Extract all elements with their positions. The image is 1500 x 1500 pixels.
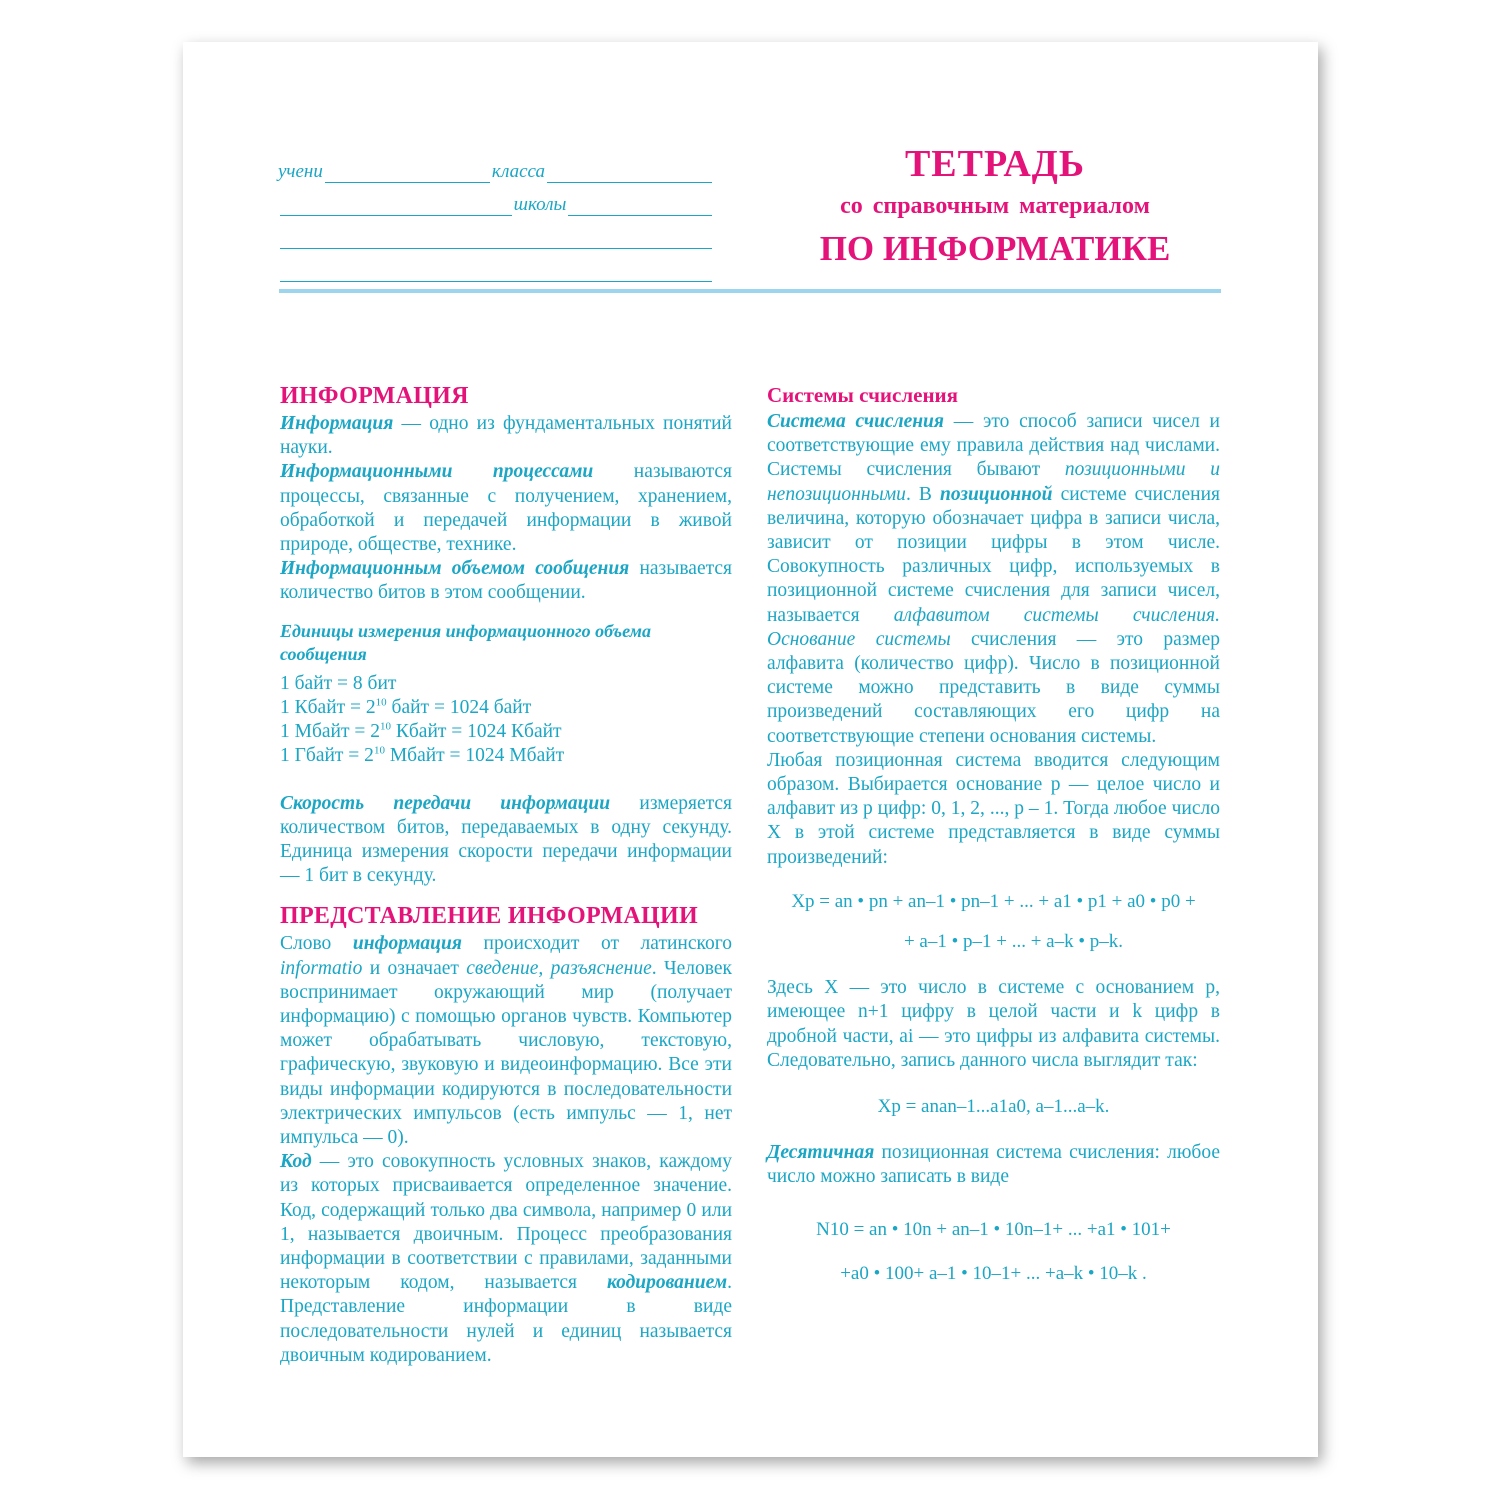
information-heading: ИНФОРМАЦИЯ	[280, 383, 469, 409]
text: — это совокупность условных знаков, каждому из которых присваивается определенное значение. Код, содержащий только два символа, например 0 или 1, называется двоичным. Процесс преобразования информации в соответствии с правилами, заданными некоторым кодом, называется	[280, 1151, 732, 1294]
class-line[interactable]	[547, 162, 712, 183]
code-paragraph	[280, 1150, 732, 1368]
text: позиционная система счисления: любое число можно записать в виде	[767, 1142, 1220, 1188]
info-paragraph-1	[280, 412, 732, 460]
unit-exponent: 10	[375, 696, 387, 709]
unit-row	[280, 744, 732, 768]
italic-text: позиционными и непозиционными	[767, 459, 1220, 505]
text: счисления — это размер алфавита (количество цифр). Число в позиционной системе можно представить в виде суммы произведений составляющих его цифр на соответствующие степени основания системы.	[767, 628, 1220, 747]
header-divider	[279, 289, 1221, 293]
text: . В	[905, 483, 941, 505]
unit-text: Мбайт = 1024 Мбайт	[384, 744, 565, 766]
systems-paragraph-3: Здесь X — это число в системе с основанием p, имеющее n+1 цифру в целой части и k цифр в дробной части, ai — это цифры из алфавита системы. Следовательно, запись данного числа выглядит так:	[767, 977, 1220, 1071]
student-label: учени	[278, 161, 323, 182]
unit-exponent: 10	[373, 744, 385, 757]
term: Десятичная	[767, 1142, 875, 1164]
formula-3-line-2: +a0 • 100+ a–1 • 10–1+ ... +a–k • 10–k .	[840, 1262, 1147, 1284]
term: информация	[352, 933, 462, 955]
left-column	[280, 380, 732, 1368]
term: кодированием	[606, 1272, 728, 1294]
term: Скорость передачи информации	[280, 792, 611, 814]
term: Код	[280, 1151, 312, 1173]
italic-text: алфавитом системы счисления. Основание системы	[767, 604, 1220, 650]
form-row-2	[278, 183, 714, 216]
name-line-4[interactable]	[280, 261, 712, 282]
formula-1-line-2: + a–1 • p–1 + ... + a–k • p–k.	[903, 931, 1124, 953]
unit-exponent: 10	[380, 720, 391, 733]
class-label: класса	[491, 161, 546, 182]
page-subtitle: со справочным материалом	[840, 193, 1150, 219]
unit-text: 1 Гбайт = 2	[280, 744, 374, 766]
term: Информационными процессами	[280, 461, 594, 483]
term: Информационным объемом сообщения	[280, 558, 630, 580]
unit-row	[280, 720, 732, 744]
name-line-3[interactable]	[280, 228, 712, 249]
text: . Представление информации в виде последовательности нулей и единиц называется двоичным кодированием.	[280, 1272, 732, 1366]
student-name-line[interactable]	[325, 162, 490, 183]
text: происходит от латинского	[461, 933, 732, 955]
text: — одно из фундаментальных понятий науки.	[280, 413, 732, 459]
school-prefix-line[interactable]	[280, 195, 512, 216]
numeral-systems-heading: Системы счисления	[767, 383, 958, 407]
unit-row	[280, 696, 732, 720]
latin-word: informatio	[280, 957, 363, 979]
formula-3-line-1: N10 = an • 10n + an–1 • 10n–1+ ... +a1 • 101+	[816, 1218, 1171, 1240]
speed-paragraph	[280, 792, 732, 889]
title-block	[760, 142, 1230, 272]
school-label: школы	[513, 194, 567, 215]
info-paragraph-3	[280, 557, 732, 605]
representation-heading: ПРЕДСТАВЛЕНИЕ ИНФОРМАЦИИ	[280, 903, 698, 930]
units-heading: Единицы измерения информационного объема сообщения	[280, 620, 651, 664]
text: называются процессы, связанные с получением, хранением, обработкой и передачей информации в живой природе, обществе, технике.	[280, 461, 732, 556]
formula-1-line-1: Xp = an • pn + an–1 • pn–1 + ... + a1 • p1 + a0 • p0 +	[791, 890, 1196, 912]
decimal-paragraph	[767, 1141, 1220, 1189]
unit-text: Кбайт = 1024 Кбайт	[391, 720, 562, 742]
meaning: сведение, разъяснение	[466, 957, 652, 979]
form-row-4	[278, 249, 714, 282]
text: Слово	[280, 933, 353, 955]
term: Информация	[280, 413, 394, 434]
page-subject: ПО ИНФОРМАТИКЕ	[819, 229, 1171, 268]
unit-text: 1 Кбайт = 2	[280, 696, 376, 718]
systems-paragraph-2: Любая позиционная система вводится следующим образом. Выбирается основание p — целое число и алфавит из p цифр: 0, 1, 2, ..., p – 1. Тогда любое число X в этой системе представляется в виде суммы произведений:	[767, 749, 1220, 868]
text: измеряется количеством битов, передаваемых в одну секунду. Единица измерения скорости передачи информации — 1 бит в секунду.	[280, 792, 732, 887]
owner-form	[278, 150, 714, 282]
unit-row	[280, 672, 732, 696]
unit-text: 1 Мбайт = 2	[280, 720, 380, 742]
school-line[interactable]	[568, 195, 712, 216]
text: системе счисления величина, которую обозначает цифра в записи числа, зависит от позиции цифры в этом числе. Совокупность различных цифр, используемых в позиционной системе счисления для записи чисел, называется	[767, 483, 1220, 626]
text: называется количество битов в этом сообщении.	[280, 558, 732, 604]
page-title: ТЕТРАДЬ	[904, 143, 1086, 185]
unit-text: байт = 1024 байт	[386, 696, 532, 718]
text: — это способ записи чисел и соответствующие ему правила действия над числами. Системы счисления бывают	[767, 411, 1220, 481]
units-list	[280, 672, 732, 768]
form-row-3	[278, 216, 714, 249]
text: . Человек воспринимает окружающий мир (получает информацию) с помощью органов чувств. Компьютер может обрабатывать числовую, текстовую, графическую, звуковую и видеоинформацию. Все эти виды информации кодируются в последовательности электрических импульсов (есть импульс — 1, нет импульса — 0).	[280, 957, 732, 1149]
systems-paragraph-1	[767, 410, 1220, 749]
info-paragraph-2	[280, 460, 732, 557]
term: позиционной	[940, 483, 1053, 505]
term: Система счисления	[767, 411, 944, 432]
formula-2: Xp = anan–1...a1a0, a–1...a–k.	[877, 1096, 1110, 1118]
representation-paragraph	[280, 932, 732, 1150]
unit-text: 1 байт = 8 бит	[280, 672, 397, 694]
text: и означает	[362, 957, 467, 979]
right-column	[767, 380, 1220, 1286]
form-row-1	[278, 150, 714, 183]
